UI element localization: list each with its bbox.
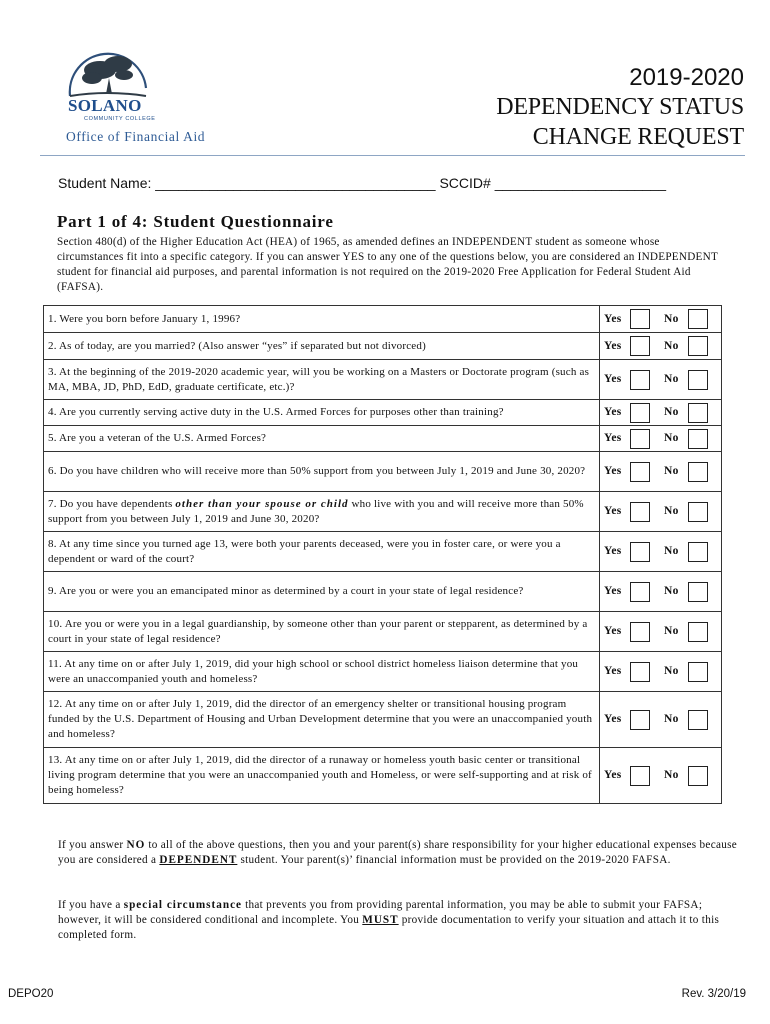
answer-cell [600, 572, 722, 612]
yes-checkbox[interactable] [630, 622, 650, 642]
no-label: No [664, 406, 679, 418]
yes-checkbox[interactable] [630, 662, 650, 682]
question-row [44, 360, 722, 400]
yes-checkbox[interactable] [630, 710, 650, 730]
yes-label: Yes [604, 312, 622, 325]
yes-checkbox[interactable] [630, 370, 650, 390]
yes-checkbox[interactable] [630, 766, 650, 786]
no-label: No [664, 545, 679, 557]
question-row [44, 333, 722, 360]
yes-label: Yes [604, 769, 622, 781]
question-row [44, 748, 722, 804]
note-text: student. Your parent(s)’ financial information must be provided on the 2019-2020 FAFSA. [237, 854, 671, 866]
answer-cell [600, 306, 722, 333]
yes-label: Yes [604, 585, 622, 597]
question-text-part: 7. Do you have dependents [48, 497, 176, 510]
yes-checkbox[interactable] [630, 336, 650, 356]
question-row [44, 306, 722, 333]
yes-label: Yes [604, 625, 622, 637]
question-text: 3. At the beginning of the 2019-2020 academic year, will you be working on a Masters or Doctorate program (such as MA, MBA, JD, PhD, EdD, graduate certificate, etc.)? [44, 360, 600, 400]
answer-cell [600, 360, 722, 400]
yes-checkbox[interactable] [630, 582, 650, 602]
no-label: No [664, 625, 679, 637]
brand-name: SOLANO [68, 96, 142, 115]
no-checkbox[interactable] [688, 336, 708, 356]
question-text: 10. Are you or were you in a legal guardianship, by someone other than your parent or stepparent, as determined by a court in your state of legal residence? [44, 612, 600, 652]
answer-cell [600, 492, 722, 532]
answer-options [604, 429, 717, 449]
yes-label: Yes [604, 713, 622, 725]
special-circumstance-note [58, 898, 748, 943]
question-text: 5. Are you a veteran of the U.S. Armed Forces? [44, 426, 600, 452]
answer-cell [600, 612, 722, 652]
note-emphasis-no: NO [126, 839, 146, 851]
question-row [44, 612, 722, 652]
answer-options [604, 542, 717, 562]
no-label: No [664, 665, 679, 677]
no-checkbox[interactable] [688, 370, 708, 390]
note-emphasis-must: MUST [362, 914, 399, 926]
no-label: No [664, 769, 679, 781]
answer-options [604, 336, 717, 356]
header-divider [40, 155, 745, 156]
dependent-note [58, 838, 748, 868]
no-label: No [664, 505, 679, 517]
note-text: that prevents you from providing parental information, you may be able to submit your FAFSA; however, it will be considered conditional and incomplete. You [58, 899, 703, 926]
answer-options [604, 710, 717, 730]
no-checkbox[interactable] [688, 542, 708, 562]
yes-label: Yes [604, 505, 622, 517]
no-checkbox[interactable] [688, 462, 708, 482]
question-text: 2. As of today, are you married? (Also answer “yes” if separated but not divorced) [44, 333, 600, 360]
student-name-sccid-field[interactable]: Student Name: ____________________________________ SCCID# ______________________ [58, 175, 666, 191]
no-label: No [664, 713, 679, 725]
no-checkbox[interactable] [688, 622, 708, 642]
yes-label: Yes [604, 545, 622, 557]
yes-label: Yes [604, 665, 622, 677]
answer-options [604, 309, 717, 329]
no-label: No [664, 312, 679, 325]
yes-checkbox[interactable] [630, 462, 650, 482]
yes-checkbox[interactable] [630, 502, 650, 522]
intro-paragraph: Section 480(d) of the Higher Education Act (HEA) of 1965, as amended defines an INDEPENDENT student as someone whose circumstances fit into a specific category. If you can answer YES to any one of the questions below, you are considered an INDEPENDENT student for financial aid purposes, and parental information is not required on the 2019-2020 Free Application for Federal Student Aid (FAFSA). [57, 236, 718, 293]
no-label: No [664, 339, 679, 352]
answer-cell [600, 333, 722, 360]
note-emphasis-dependent: DEPENDENT [159, 854, 238, 866]
question-text: 1. Were you born before January 1, 1996? [44, 306, 600, 333]
question-row [44, 692, 722, 748]
no-checkbox[interactable] [688, 662, 708, 682]
answer-options [604, 462, 717, 482]
question-text: 11. At any time on or after July 1, 2019, did your high school or school district homeless liaison determine that you were an unaccompanied youth and homeless? [44, 652, 600, 692]
no-label: No [664, 585, 679, 597]
answer-options [604, 766, 717, 786]
brand-subtitle: COMMUNITY COLLEGE [84, 116, 156, 122]
yes-checkbox[interactable] [630, 309, 650, 329]
question-text: 6. Do you have children who will receive more than 50% support from you between July 1, 2019 and June 30, 2020? [44, 452, 600, 492]
answer-options [604, 370, 717, 390]
question-emphasis: other than your spouse or child [175, 497, 349, 510]
no-label: No [664, 465, 679, 477]
no-checkbox[interactable] [688, 766, 708, 786]
note-text: to all of the above questions, then you and your parent(s) share responsibility for your higher educational expenses because you are considered a [58, 839, 738, 866]
questionnaire-table [43, 305, 722, 804]
form-code: DEPO20 [8, 988, 54, 1000]
no-checkbox[interactable] [688, 582, 708, 602]
answer-options [604, 502, 717, 522]
yes-label: Yes [604, 406, 622, 418]
no-label: No [664, 432, 679, 444]
question-row [44, 452, 722, 492]
form-title-line2: CHANGE REQUEST [532, 124, 744, 150]
no-checkbox[interactable] [688, 429, 708, 449]
no-checkbox[interactable] [688, 403, 708, 423]
note-emphasis-special: special circumstance [123, 899, 243, 911]
question-row [44, 400, 722, 426]
question-text: 13. At any time on or after July 1, 2019, did the director of a runaway or homeless youth basic center or transitional living program determine that you were an unaccompanied youth and Homeless, or were self-supporting and at risk of being homeless? [44, 748, 600, 804]
question-text: 4. Are you currently serving active duty in the U.S. Armed Forces for purposes other than training? [44, 400, 600, 426]
yes-label: Yes [604, 373, 622, 385]
yes-label: Yes [604, 432, 622, 444]
section-title: Part 1 of 4: Student Questionnaire [57, 212, 334, 231]
question-text [44, 492, 600, 532]
yes-label: Yes [604, 339, 622, 352]
yes-checkbox[interactable] [630, 403, 650, 423]
note-text: provide documentation to verify your situation and attach it to this completed form. [58, 914, 720, 941]
no-checkbox[interactable] [688, 710, 708, 730]
revision-date: Rev. 3/20/19 [681, 988, 746, 1000]
note-text: If you have a [58, 899, 124, 911]
question-row [44, 532, 722, 572]
yes-checkbox[interactable] [630, 542, 650, 562]
form-title-line1: DEPENDENCY STATUS [496, 94, 744, 120]
answer-options [604, 582, 717, 602]
question-text: 8. At any time since you turned age 13, were both your parents deceased, were you in foster care, or were you a dependent or ward of the court? [44, 532, 600, 572]
answer-cell [600, 652, 722, 692]
answer-cell [600, 452, 722, 492]
question-row [44, 572, 722, 612]
answer-cell [600, 426, 722, 452]
answer-cell [600, 692, 722, 748]
question-row [44, 426, 722, 452]
answer-options [604, 622, 717, 642]
form-year: 2019-2020 [629, 64, 744, 91]
answer-options [604, 662, 717, 682]
question-text: 12. At any time on or after July 1, 2019, did the director of an emergency shelter or transitional housing program funded by the U.S. Department of Housing and Urban Development determine that you were an unaccompanied youth and homeless? [44, 692, 600, 748]
answer-cell [600, 400, 722, 426]
question-text-part: who live with you and will receive more than 50% support from you between July 1, 2019 and June 30, 2020? [48, 497, 584, 525]
note-text: If you answer [58, 839, 127, 851]
answer-options [604, 403, 717, 423]
no-checkbox[interactable] [688, 502, 708, 522]
yes-label: Yes [604, 465, 622, 477]
office-name: Office of Financial Aid [66, 129, 206, 144]
question-text: 9. Are you or were you an emancipated minor as determined by a court in your state of legal residence? [44, 572, 600, 612]
yes-checkbox[interactable] [630, 429, 650, 449]
no-checkbox[interactable] [688, 309, 708, 329]
question-row [44, 652, 722, 692]
answer-cell [600, 532, 722, 572]
no-label: No [664, 373, 679, 385]
answer-cell [600, 748, 722, 804]
question-row [44, 492, 722, 532]
